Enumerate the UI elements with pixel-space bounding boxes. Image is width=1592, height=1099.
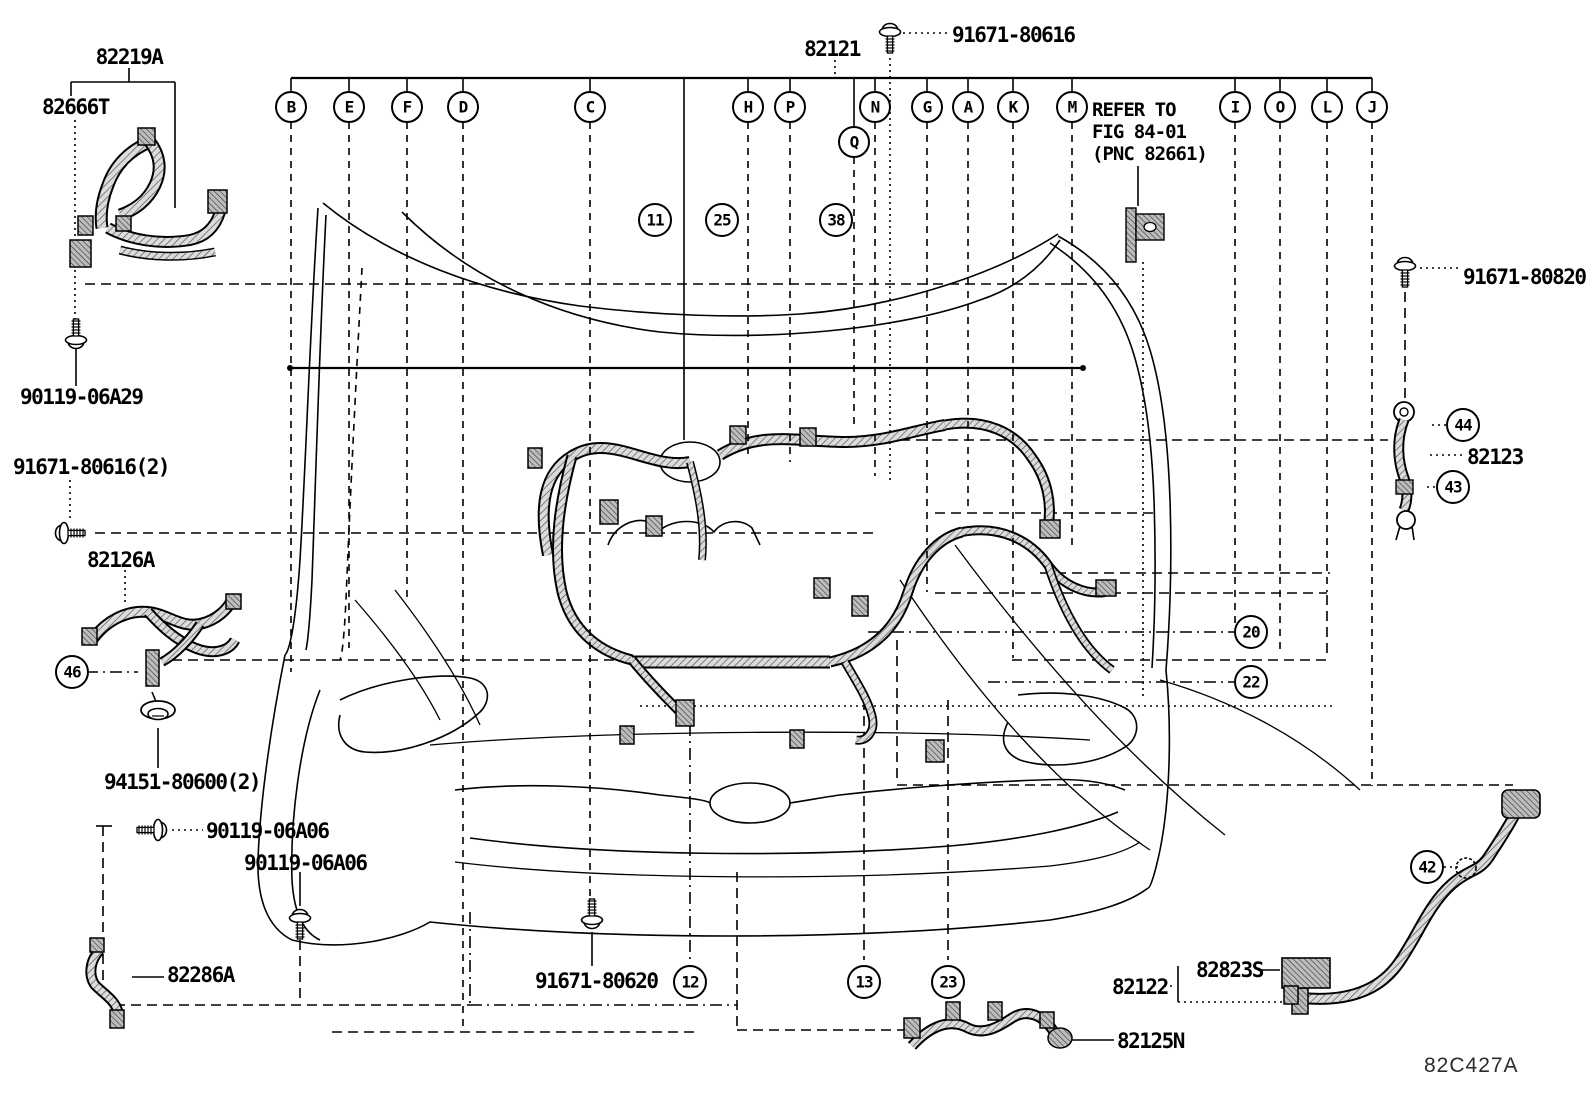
part-label-82126a[interactable]: 82126A <box>87 548 154 572</box>
part-number-labels <box>13 23 1586 1053</box>
part-label-91671-80616[interactable]: 91671-80616 <box>952 23 1075 47</box>
refer-note-line-2: FIG 84-01 <box>1092 121 1186 143</box>
grommet-94151-80600-icon <box>141 701 175 720</box>
part-label-90119-06a06[interactable]: 90119-06A06 <box>244 851 367 875</box>
screw-91671-80616-left-icon <box>56 523 86 544</box>
callout-number-25: 25 <box>713 210 731 230</box>
part-label-90119-06a29[interactable]: 90119-06A29 <box>20 385 143 409</box>
callout-number-12: 12 <box>681 972 699 992</box>
connector-letter-H: H <box>743 97 753 117</box>
callout-number-43: 43 <box>1444 477 1462 497</box>
connector-letter-F: F <box>402 97 412 117</box>
callout-number-38: 38 <box>827 210 845 230</box>
left-headlight <box>339 676 488 752</box>
connector-letter-O: O <box>1275 97 1285 117</box>
right-headlight <box>1004 693 1137 765</box>
connector-letter-A: A <box>963 97 973 117</box>
part-label-91671-80820[interactable]: 91671-80820 <box>1463 265 1586 289</box>
support-line-end-right <box>1080 365 1086 371</box>
harness-82125N <box>904 1002 1072 1048</box>
harness-main-82121 <box>528 423 1116 762</box>
screw-91671-80820-icon <box>1395 258 1416 288</box>
connector-letter-M: M <box>1067 97 1077 117</box>
bumper-top-line <box>430 732 1090 745</box>
screw-90119-06A29-icon <box>66 319 87 349</box>
harness-82286A <box>90 938 124 1028</box>
callout-number-46: 46 <box>63 662 81 682</box>
screw-91671-80616-top-icon <box>880 24 901 54</box>
connector-letter-P: P <box>785 97 795 117</box>
bumper-bottom-edge <box>292 888 1148 945</box>
connector-letter-Q: Q <box>849 132 859 152</box>
grille-bottom <box>470 812 1118 854</box>
part-label-94151-80600(2)[interactable]: 94151-80600(2) <box>104 770 261 794</box>
right-apron-line-3 <box>1160 680 1360 790</box>
bracket-82661 <box>1126 208 1164 262</box>
connector-letter-K: K <box>1008 97 1018 117</box>
harness-82219A <box>70 128 227 267</box>
support-line-end-left <box>287 365 293 371</box>
connector-letter-J: J <box>1367 97 1377 117</box>
part-label-82666t[interactable]: 82666T <box>42 95 109 119</box>
drawing-code <box>1424 1054 1519 1077</box>
screw-91671-80620-icon <box>582 899 603 929</box>
connector-letter-I: I <box>1230 97 1240 117</box>
callout-number-23: 23 <box>939 972 957 992</box>
left-bumper-corner <box>258 655 292 940</box>
callout-number-20: 20 <box>1242 622 1260 642</box>
callout-number-11: 11 <box>646 210 664 230</box>
part-label-82823s[interactable]: 82823S <box>1196 958 1263 982</box>
emblem-oval <box>710 783 790 823</box>
right-apron-line-1 <box>900 580 1150 850</box>
callout-number-44: 44 <box>1454 415 1472 435</box>
connector-letter-C: C <box>585 97 595 117</box>
part-label-82122[interactable]: 82122 <box>1112 975 1168 999</box>
part-label-82125n[interactable]: 82125N <box>1117 1029 1184 1053</box>
harness-82122 <box>1282 790 1540 1014</box>
numbered-callouts <box>56 204 1479 998</box>
part-label-90119-06a06[interactable]: 90119-06A06 <box>206 819 329 843</box>
connector-letter-B: B <box>286 97 296 117</box>
screw-90119-06A06-a-icon <box>137 820 167 841</box>
part-label-91671-80616(2)[interactable]: 91671-80616(2) <box>13 455 170 479</box>
fasteners <box>56 24 1416 940</box>
right-bumper-corner <box>1148 670 1169 888</box>
harness-82126A <box>82 594 241 686</box>
callout-number-13: 13 <box>855 972 873 992</box>
part-label-82219a[interactable]: 82219A <box>95 45 163 69</box>
left-wheel-arch <box>292 690 320 940</box>
screw-90119-06A06-b-icon <box>290 910 311 940</box>
connector-letter-G: G <box>922 97 932 117</box>
car-body-outline <box>258 78 1360 945</box>
connector-letter-L: L <box>1322 97 1332 117</box>
harness-82123 <box>1394 402 1415 540</box>
part-label-91671-80620[interactable]: 91671-80620 <box>535 969 658 993</box>
drawing-code-text: 82C427A <box>1424 1054 1519 1077</box>
left-fender-outer <box>285 208 318 655</box>
hood-cut-line-left <box>340 268 362 660</box>
part-label-82121-main[interactable]: 82121 <box>804 37 860 61</box>
connector-letter-D: D <box>458 97 468 117</box>
leader-lines <box>70 33 1513 1040</box>
left-apron-line-2 <box>395 590 480 725</box>
reference-note <box>1092 99 1207 165</box>
hood-top-edge <box>323 203 1058 316</box>
grille-top-left <box>455 786 710 803</box>
callout-number-22: 22 <box>1242 672 1260 692</box>
left-fender-inner <box>306 215 326 650</box>
connector-letter-E: E <box>344 97 354 117</box>
connector-letter-N: N <box>870 97 880 117</box>
part-label-82286a[interactable]: 82286A <box>167 963 234 987</box>
refer-note-line-1: REFER TO <box>1092 99 1176 121</box>
callout-number-42: 42 <box>1418 857 1436 877</box>
part-label-82123[interactable]: 82123 <box>1467 445 1523 469</box>
refer-note-line-3: (PNC 82661) <box>1092 143 1207 165</box>
